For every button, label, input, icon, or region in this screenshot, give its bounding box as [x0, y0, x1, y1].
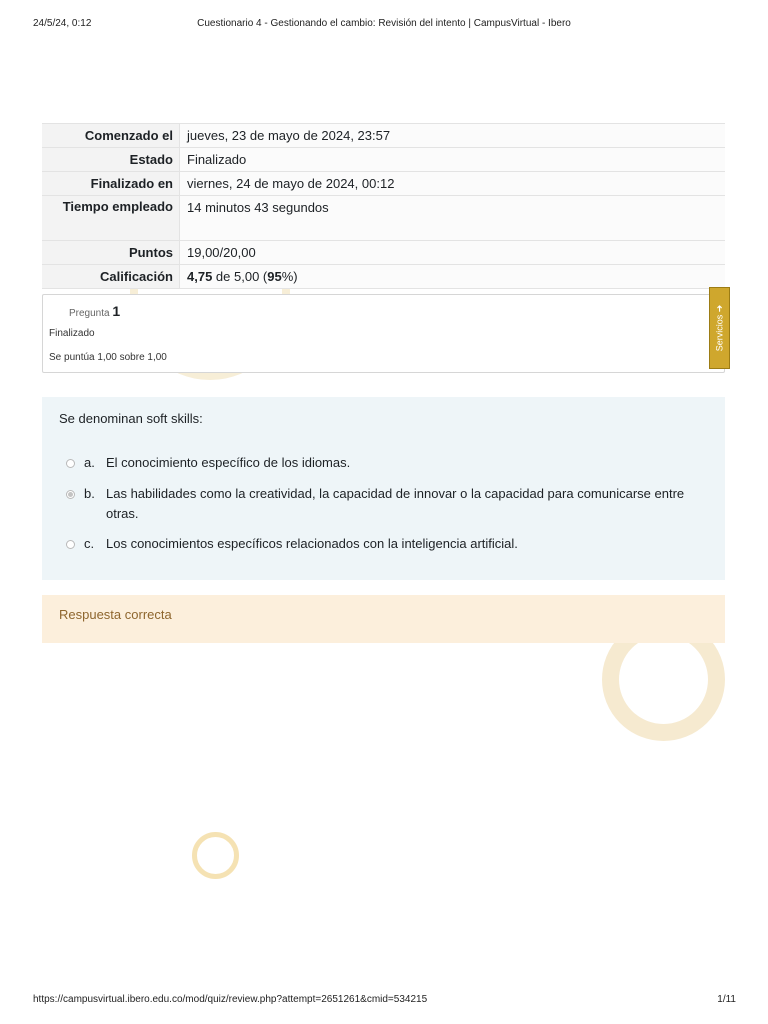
- answer-text: Los conocimientos específicos relacionados con la inteligencia artificial.: [106, 536, 518, 551]
- answer-letter: a.: [84, 455, 95, 470]
- question-content: [42, 397, 725, 580]
- summary-label: Tiempo empleado: [42, 196, 180, 241]
- question-number: [69, 303, 120, 319]
- radio-button[interactable]: [66, 459, 75, 468]
- summary-row-time-taken: [42, 196, 725, 241]
- summary-label: Estado: [42, 148, 180, 172]
- answer-text: El conocimiento específico de los idiomas.: [106, 455, 351, 470]
- summary-value: 19,00/20,00: [180, 241, 726, 265]
- print-date: 24/5/24, 0:12: [33, 18, 92, 29]
- question-prefix: Pregunta: [69, 308, 110, 319]
- arrow-right-icon: ➜: [714, 304, 724, 313]
- question-state: Finalizado: [49, 328, 95, 339]
- summary-value: 14 minutos 43 segundos: [180, 196, 726, 241]
- page-url: https://campusvirtual.ibero.edu.co/mod/quiz/review.php?attempt=2651261&cmid=534215: [33, 994, 428, 1005]
- answer-letter: c.: [84, 536, 95, 551]
- summary-value: [180, 265, 726, 289]
- question-number-value: 1: [112, 303, 121, 319]
- grade-of: de 5,00 (: [212, 269, 268, 284]
- summary-value: jueves, 23 de mayo de 2024, 23:57: [180, 124, 726, 148]
- question-info-box: [42, 294, 725, 373]
- summary-value: viernes, 24 de mayo de 2024, 00:12: [180, 172, 726, 196]
- grade-percent: 95: [267, 269, 282, 284]
- summary-row-started: [42, 124, 725, 148]
- grade-suffix: %): [281, 269, 298, 284]
- decorative-ring-small: [192, 832, 239, 879]
- page-number: 1/11: [717, 994, 736, 1005]
- radio-button[interactable]: [66, 540, 75, 549]
- answer-letter: b.: [84, 486, 95, 501]
- attempt-summary-table: [42, 123, 725, 289]
- summary-row-points: [42, 241, 725, 265]
- summary-row-grade: [42, 265, 725, 289]
- question-grade: Se puntúa 1,00 sobre 1,00: [49, 352, 167, 363]
- feedback-text: Respuesta correcta: [59, 607, 172, 622]
- feedback-box: [42, 595, 725, 643]
- print-page-title: Cuestionario 4 - Gestionando el cambio: Revisión del intento | CampusVirtual - Ibero: [197, 18, 571, 29]
- grade-score: 4,75: [187, 269, 213, 284]
- answer-text: Las habilidades como la creatividad, la capacidad de innovar o la capacidad para comunicarse entre otras.: [106, 486, 685, 521]
- summary-label: Comenzado el: [42, 124, 180, 148]
- servicios-label: Servicios: [714, 314, 724, 352]
- radio-button-selected[interactable]: [66, 490, 75, 499]
- summary-row-state: [42, 148, 725, 172]
- summary-label: Calificación: [42, 265, 180, 289]
- question-text: Se denominan soft skills:: [59, 411, 203, 426]
- summary-row-finished: [42, 172, 725, 196]
- summary-label: Puntos: [42, 241, 180, 265]
- summary-value: Finalizado: [180, 148, 726, 172]
- servicios-tab[interactable]: [709, 287, 730, 369]
- summary-label: Finalizado en: [42, 172, 180, 196]
